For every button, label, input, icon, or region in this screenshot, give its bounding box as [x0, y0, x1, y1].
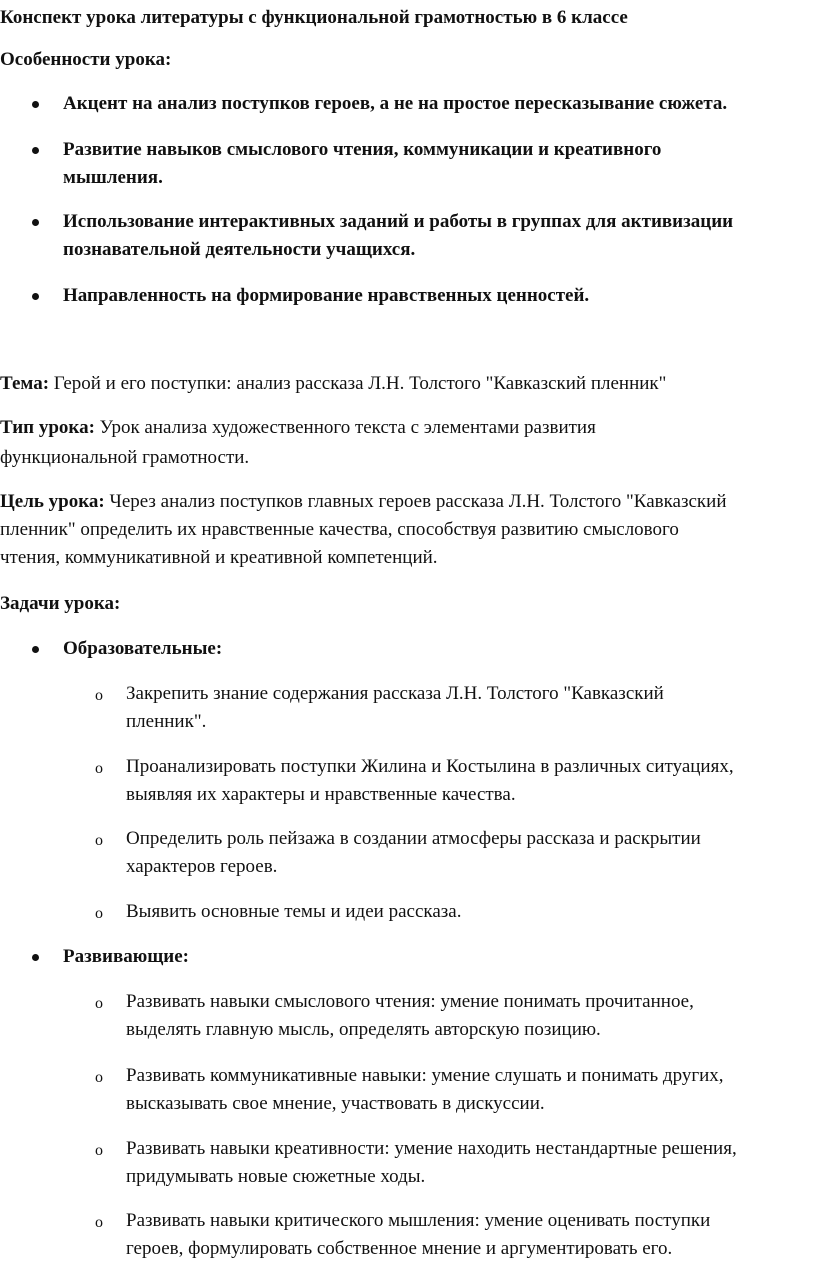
goal-line [0, 488, 726, 516]
topic-line [0, 370, 666, 398]
lesson-type-line [0, 414, 596, 442]
bullet-dot-icon [32, 954, 39, 961]
circle-bullet-icon: o [95, 687, 103, 704]
bullet-dot-icon [32, 646, 39, 653]
goal-label: Цель урока: [0, 491, 105, 512]
lesson-type-line-2: функциональной грамотности. [0, 447, 250, 468]
circle-bullet-icon: o [95, 995, 103, 1012]
circle-bullet-icon: o [95, 1069, 103, 1086]
circle-bullet-icon: o [95, 905, 103, 922]
circle-bullet-icon: o [95, 1142, 103, 1159]
tasks-heading: Задачи урока: [0, 593, 121, 614]
topic-label: Тема: [0, 373, 50, 394]
goal-text: Через анализ поступков главных героев рассказа Л.Н. Толстого "Кавказский [104, 491, 727, 512]
lesson-type-label: Тип урока: [0, 417, 95, 438]
document-page: Конспект урока литературы с функциональной грамотностью в 6 классе Особенности урока: Акцент на анализ поступков героев, а не на простое пересказывание сюжета. Развитие навыков смыслового чтения, коммуникации и креативного мышления. Использование интерактивных заданий и работы в группах для активизации познавательной деятельности учащихся. Направленность на формирование нравственных ценностей. Тема: Герой и его поступки: анализ рассказа Л.Н. Толстого "Кавказский пленник" Тип урока: Урок анализа художественного текста с элементами развития функциональной грамотности. Цель урока: Через анализ поступков главных героев рассказа Л.Н. Толстого "Кавказский пленник" определить их нравственные качества, способствуя развитию смыслового чтения, коммуникативной и креативной компетенций. Задачи урока: Образовательные: o Закрепить знание содержания рассказа Л.Н. Толстого "Кавказский пленник". o Проанализировать поступки Жилина и Костылина в различных ситуациях, выявляя их характеры и нравственные качества. o Определить роль пейзажа в создании атмосферы рассказа и раскрытии характеров героев. o Выявить основные темы и идеи рассказа. Развивающие: o Развивать навыки смыслового чтения: умение понимать прочитанное, выделять главную мысль, определять авторскую позицию. o Развивать коммуникативные навыки: умение слушать и понимать других, высказывать свое мнение, участвовать в дискуссии. o Развивать навыки креативности: умение находить нестандартные решения, придумывать новые сюжетные ходы. o Развивать навыки критического мышления: умение оценивать поступки героев, формулировать собственное мнение и аргументировать его. [0, 0, 816, 1282]
goal-line-3: чтения, коммуникативной и креативной компетенций. [0, 547, 438, 568]
bullet-dot-icon [32, 293, 39, 300]
circle-bullet-icon: o [95, 1214, 103, 1231]
bullet-dot-icon [32, 147, 39, 154]
bullet-dot-icon [32, 219, 39, 226]
circle-bullet-icon: o [95, 832, 103, 849]
topic-text: Герой и его поступки: анализ рассказа Л.Н. Толстого "Кавказский пленник" [49, 373, 667, 394]
lesson-type-text: Урок анализа художественного текста с элементами развития [94, 417, 596, 438]
features-heading: Особенности урока: [0, 49, 172, 70]
circle-bullet-icon: o [95, 760, 103, 777]
bullet-dot-icon [32, 101, 39, 108]
document-title: Конспект урока литературы с функциональной грамотностью в 6 классе [0, 7, 628, 28]
goal-line-2: пленник" определить их нравственные качества, способствуя развитию смыслового [0, 519, 679, 540]
